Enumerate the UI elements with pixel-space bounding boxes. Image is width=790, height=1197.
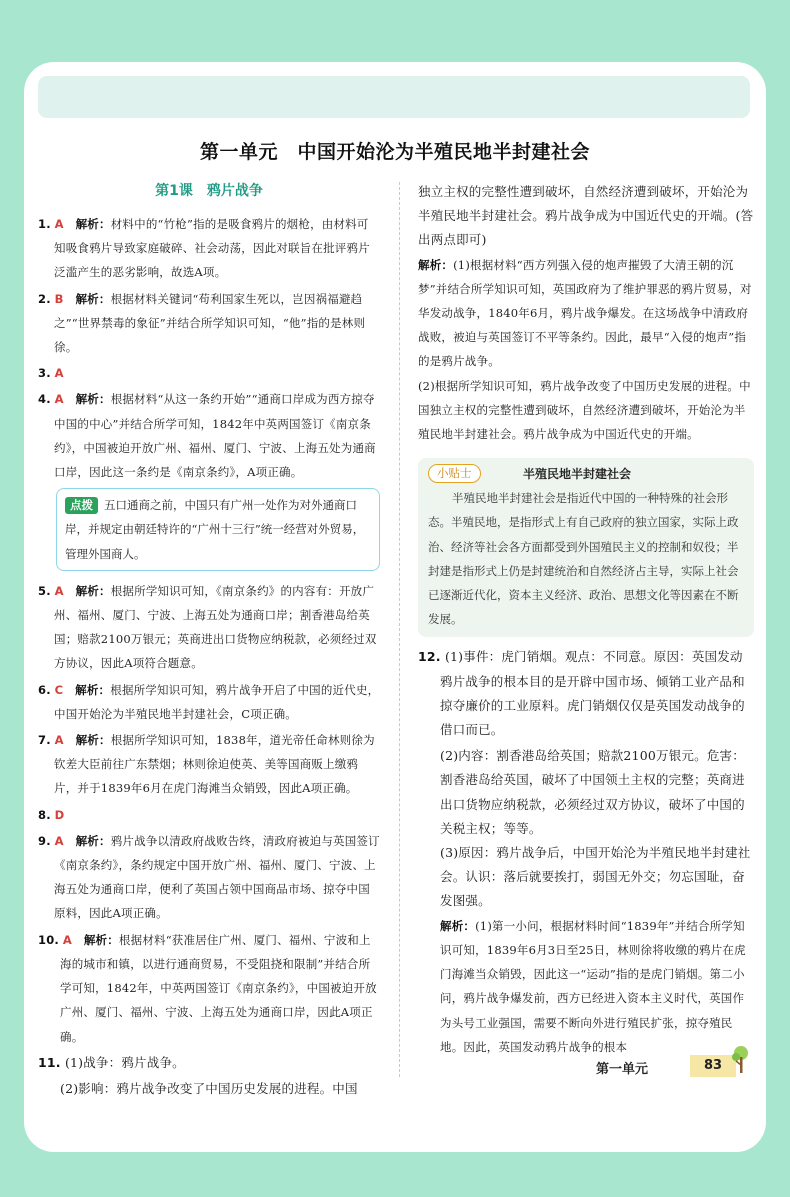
answer-11 [38,1051,380,1075]
answer-1 [38,212,380,285]
analysis-text: 根据材料“获准居住广州、厦门、福州、宁波和上海的城市和镇，以进行通商贸易，不受阻挠和限制”并结合所学可知，1842年，中英两国签订《南京条约》，中国被迫开放广州、厦门、福州、宁波、上海五处为通商口岸，因此A项正确。 [60,932,377,1044]
tip-tag: 小贴士 [428,464,481,483]
answer-11-part-2: (2)影响：鸦片战争改变了中国历史发展的进程。中国 [60,1080,358,1096]
lesson-title: 第1课 鸦片战争 [155,183,263,199]
question-number: 8. [38,807,51,822]
analysis-label: 解析： [75,583,111,598]
page-card [24,62,766,1152]
answer-12-analysis [418,914,754,1059]
right-column [418,180,754,1059]
unit-title: 第一单元 中国开始沦为半殖民地半封建社会 [199,141,590,163]
analysis-text: 根据材料“从这一条约开始”“通商口岸成为西方掠夺中国的中心”并结合所学可知，1842年中英两国签订《南京条约》，中国被迫开放广州、福州、厦门、宁波、上海五处为通商口岸，因此这一条约是《南京条约》，A项正确。 [54,392,376,480]
question-number: 4. [38,392,51,407]
analysis-text: 材料中的“竹枪”指的是吸食鸦片的烟枪，由材料可知吸食鸦片导致家庭破碎、社会动荡，因此对联旨在批评鸦片泛滥产生的恶劣影响，故选A项。 [54,217,370,280]
answer-3 [38,361,380,385]
tip-title: 半殖民地半封建社会 [523,467,632,482]
tip-box [418,458,754,637]
question-number: 5. [38,583,51,598]
analysis-text: 根据所学知识可知，《南京条约》的内容有：开放广州、福州、厦门、宁波、上海五处为通商口岸；割香港岛给英国；赔款2100万银元；英商进出口货物应纳税款，必须经过双方协议，因此A项符合题意。 [54,583,377,671]
answer-letter: B [54,291,64,306]
question-number: 6. [38,682,51,697]
analysis-text: 根据所学知识可知，鸦片战争开启了中国的近代史，中国开始沦为半殖民地半封建社会，C项正确。 [54,682,380,721]
header-bar [38,76,750,118]
answer-8 [38,803,380,827]
answer-letter: C [54,682,64,697]
answer-letter: D [54,807,65,822]
footer-unit-label: 第一单元 [596,1062,649,1077]
analysis-label: 解析： [75,392,111,407]
answer-letter: A [54,392,64,407]
analysis-label: 解析： [83,932,119,947]
analysis-text: 根据所学知识可知，1838年，道光帝任命林则徐为钦差大臣前往广东禁烟；林则徐迫使英、美等国商贩上缴鸦片，并于1839年6月在虎门海滩当众销毁，因此A项正确。 [54,733,375,796]
analysis-text: 鸦片战争以清政府战败告终，清政府被迫与英国签订《南京条约》，条约规定中国开放广州、福州、厦门、宁波、上海五处为通商口岸，便利了英国占领中国商品市场、掠夺中国原料，因此A项正确。 [54,833,380,921]
hint-box [56,488,380,571]
answer-12-part-2: (2)内容：割香港岛给英国；赔款2100万银元。危害：割香港岛给英国，破坏了中国领土主权的完整；英商进出口货物应纳税款，必须经过双方协议，破坏了中国的关税主权；等等。 [440,748,745,836]
answer-part-1: (1)战争：鸦片战争。 [64,1054,185,1070]
answer-6 [38,678,380,726]
analysis-text: 根据材料关键词“苟利国家生死以，岂因祸福避趋之”“世界禁毒的象征”并结合所学知识可知，“他”指的是林则徐。 [54,291,366,355]
analysis-label: 解析： [75,217,111,231]
hint-tag: 点拨 [65,497,98,514]
answer-letter: A [54,583,64,598]
answer-letter: A [54,833,64,848]
answer-11-analysis-1 [418,253,754,374]
column-divider [399,182,400,1077]
answer-letter: A [54,217,64,231]
question-number: 9. [38,833,51,848]
question-number: 7. [38,733,51,748]
analysis-text: (1)第一小问，根据材料时间“1839年”并结合所学知识可知，1839年6月3日至25日，林则徐将收缴的鸦片在虎门海滩当众销毁，因此这一“运动”指的是虎门销烟。第二小问，鸦片战争爆发前，西方已经进入资本主义时代，英国作为头号工业强国，需要不断向外进行殖民扩张，掠夺殖民地。因此，英国发动鸦片战争的根本 [440,918,746,1054]
analysis-label: 解析： [75,733,111,748]
analysis-label: 解析： [75,682,111,697]
answer-5 [38,579,380,676]
answer-12 [418,645,754,742]
analysis-label: 解析： [440,918,476,933]
answer-2 [38,287,380,360]
answer-letter: A [54,366,64,381]
answer-letter: A [54,733,64,748]
answer-letter: A [62,932,72,947]
question-number: 1. [38,217,51,231]
question-number: 12. [418,649,441,665]
question-number: 2. [38,291,51,306]
analysis-label: 解析： [418,257,454,272]
question-number: 11. [38,1054,61,1070]
question-number: 10. [38,932,59,947]
analysis-label: 解析： [75,291,111,306]
question-number: 3. [38,366,51,381]
answer-10 [38,928,380,1049]
answer-11-analysis-2: (2)根据所学知识可知，鸦片战争改变了中国历史发展的进程。中国独立主权的完整性遭到破坏，自然经济遭到破坏，开始沦为半殖民地半封建社会。鸦片战争成为中国近代史的开端。 [418,378,751,442]
page-number: 83 [690,1055,736,1077]
answer-7 [38,728,380,801]
tree-icon [730,1045,752,1075]
tip-text: 半殖民地半封建社会是指近代中国的一种特殊的社会形态。半殖民地，是指形式上有自己政府的独立国家，实际上政治、经济等社会各方面都受到外国殖民主义的控制和奴役；半封建是指形式上仍是封建统治和自然经济占主导，实际上社会已逐渐近代化，资本主义经济、政治、思想文化等因素在不断发展。 [428,491,739,627]
analysis-text: (1)根据材料“西方列强入侵的炮声摧毁了大清王朝的沉梦”并结合所学知识可知，英国政府为了维护罪恶的鸦片贸易，对华发动战争，1840年6月，鸦片战争爆发。在这场战争中清政府战败，被迫与英国签订不平等条约。因此，最早“入侵的炮声”指的是鸦片战争。 [418,257,752,369]
answer-9 [38,829,380,926]
analysis-label: 解析： [75,833,111,848]
answer-12-part-3: (3)原因：鸦片战争后，中国开始沦为半殖民地半封建社会。认识：落后就要挨打，弱国无外交；勿忘国耻，奋发图强。 [440,845,751,909]
answer-4 [38,387,380,484]
answer-part-1: (1)事件：虎门销烟。观点：不同意。原因：英国发动鸦片战争的根本目的是开辟中国市场、倾销工业产品和掠夺廉价的工业原料。虎门销烟仅仅是英国发动战争的借口而已。 [440,649,745,738]
hint-text: 五口通商之前，中国只有广州一处作为对外通商口岸，并规定由朝廷特许的“广州十三行”统一经营对外贸易，管理外国商人。 [65,498,365,561]
tip-header [428,464,744,486]
left-column [38,180,380,1101]
answer-11-continued: 独立主权的完整性遭到破坏，自然经济遭到破坏，开始沦为半殖民地半封建社会。鸦片战争成为中国近代史的开端。(答出两点即可) [418,184,754,248]
